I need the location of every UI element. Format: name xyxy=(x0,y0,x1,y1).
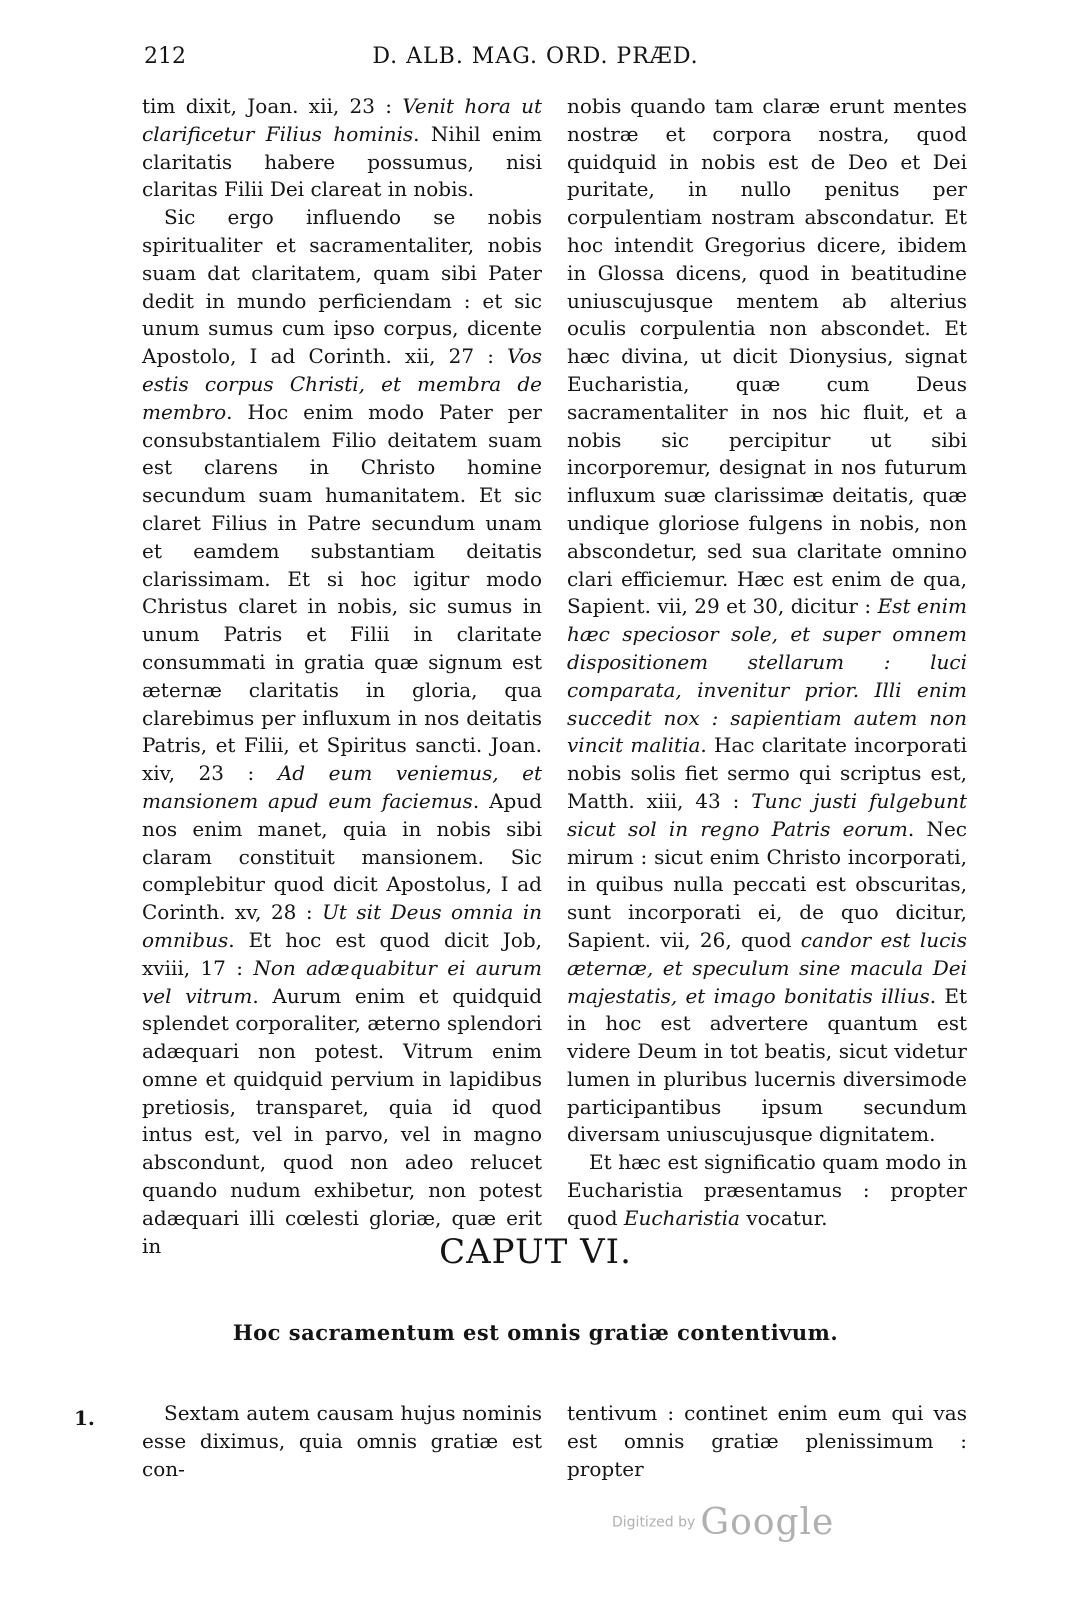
left-paragraph-1: tim dixit, Joan. xii, 23 : Venit hora ut clarificetur Filius hominis. Nihil enim claritatis habere possumus, nisi claritas Filii Dei clareat in nobis. xyxy=(142,94,542,202)
google-logo: Google xyxy=(700,1502,835,1543)
chapter-left-text: Sextam autem causam hujus nominis esse diximus, quia omnis gratiæ est con- xyxy=(142,1401,542,1481)
running-head: D. ALB. MAG. ORD. PRÆD. xyxy=(372,44,699,69)
right-column xyxy=(567,93,967,1233)
chapter-right-column xyxy=(567,1400,967,1483)
page-header xyxy=(0,44,1071,74)
right-paragraph-1: nobis quando tam claræ erunt mentes nostræ et corpora nostra, quod quidquid in nobis est de Deo et Dei puritate, in nullo penitus per corpulentiam nostram abscondatur. Et hoc intendit Gregorius dicere, ibidem in Glossa dicens, quod in beatitudine uniuscujusque mentem ab alterius oculis corpulentia non abscondet. Et hæc divina, ut dicit Dionysius, signat Eucharistia, quæ cum Deus sacramentaliter in nos hic fluit, et a nobis sic percipitur ut sibi incorporemur, designat in nos futurum influxum suæ clarissimæ deitatis, quæ undique gloriose fulgens in nobis, non abscondetur, sed sua claritate omnino clari efficiemur. Hæc est enim de qua, Sapient. vii, 29 et 30, dicitur : Est enim hæc speciosor sole, et super omnem dispositionem stellarum : luci comparata, invenitur prior. Illi enim succedit nox : sapientiam autem non vincit malitia. Hac claritate incorporati nobis solis fiet sermo qui scriptus est, Matth. xiii, 43 : Tunc justi fulgebunt sicut sol in regno Patris eorum. Nec mirum : sicut enim Christo incorporati, in quibus nulla peccati est obscuritas, sunt incorporati ei, de quo dicitur, Sapient. vii, 26, quod candor est lucis æternæ, et speculum sine macula Dei majestatis, et imago bonitatis illius. Et in hoc est advertere quantum est videre Deum in tot beatis, sicut videtur lumen in pluribus lucernis diversimode participantibus ipsum secundum diversam uniuscujusque dignitatem. xyxy=(567,94,967,1147)
chapter-subtitle: Hoc sacramentum est omnis gratiæ contentivum. xyxy=(232,1320,839,1345)
chapter-right-text: tentivum : continet enim eum qui vas est omnis gratiæ plenissimum : propter xyxy=(567,1401,967,1481)
chapter-left-column xyxy=(142,1400,542,1483)
chapter-title: CAPUT VI. xyxy=(439,1232,632,1272)
section-number: 1. xyxy=(74,1406,95,1430)
left-column xyxy=(142,93,542,1260)
page-number: 212 xyxy=(144,44,186,69)
digitized-watermark xyxy=(612,1502,834,1543)
left-paragraph-2: Sic ergo influendo se nobis spiritualiter et sacramentaliter, nobis suam dat claritatem, quam sibi Pater dedit in mundo perficiendam : et sic unum sumus cum ipso corpus, dicente Apostolo, I ad Corinth. xii, 27 : Vos estis corpus Christi, et membra de membro. Hoc enim modo Pater per consubstantialem Filio deitatem suam est clarens in Christo homine secundum suam humanitatem. Et sic claret Filius in Patre secundum unam et eamdem substantiam deitatis clarissimam. Et si hoc igitur modo Christus claret in nobis, sic sumus in unum Patris et Filii in claritate consummati in gratia quæ signum est æternæ claritatis in gloria, qua clarebimus per influxum in nos deitatis Patris, et Filii, et Spiritus sancti. Joan. xiv, 23 : Ad eum veniemus, et mansionem apud eum faciemus. Apud nos enim manet, quia in nobis sibi claram constituit mansionem. Sic complebitur quod dicit Apostolus, I ad Corinth. xv, 28 : Ut sit Deus omnia in omnibus. Et hoc est quod dicit Job, xviii, 17 : Non adæquabitur ei aurum vel vitrum. Aurum enim et quidquid splendet corporaliter, æterno splendori adæquari non potest. Vitrum enim omne et quidquid pervium in lapidibus pretiosis, transparet, quia id quod intus est, vel in parvo, vel in magno abscondunt, quod non adeo relucet quando nudum exhibetur, non potest adæquari illi cœlesti gloriæ, quæ erit in xyxy=(142,205,543,1258)
right-paragraph-2: Et hæc est significatio quam modo in Eucharistia præsentamus : propter quod Eucharistia vocatur. xyxy=(567,1150,967,1230)
watermark-prefix: Digitized by xyxy=(612,1514,696,1531)
